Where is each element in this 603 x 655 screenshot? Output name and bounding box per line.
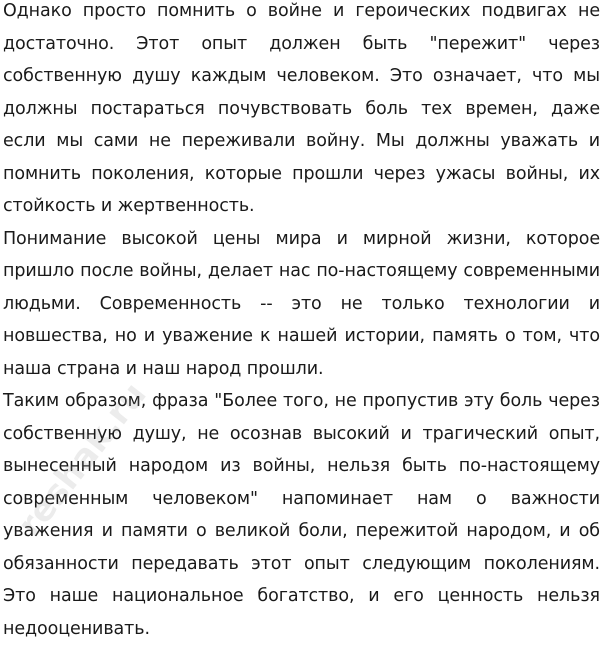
watermark-logo: reshak.ru	[10, 375, 155, 545]
paragraph-1: Однако просто помнить о войне и героических подвигах не достаточно. Этот опыт должен быть "пережит" через собственную душу каждым человеком. Это означает, что мы должны постараться почувствовать боль тех времен, даже если мы сами не переживали войну. Мы должны уважать и помнить поколения, которые прошли через ужасы войны, их стойкость и жертвенность.	[3, 1, 600, 216]
document-body	[3, 0, 600, 645]
paragraph-2: Понимание высокой цены мира и мирной жизни, которое пришло после войны, делает нас по-настоящему современными людьми. Современность -- это не только технологии и новшества, но и уважение к нашей истории, память о том, что наша страна и наш народ прошли.	[3, 228, 600, 379]
paragraph-3: Таким образом, фраза "Более того, не пропустив эту боль через собственную душу, не осознав высокий и трагический опыт, вынесенный народом из войны, нельзя быть по-настоящему современным человеком" напоминает нам о важности уважения и памяти о великой боли, пережитой народом, и об обязанности передавать этот опыт следующим поколениям. Это наше национальное богатство, и его ценность нельзя недооценивать.	[3, 391, 600, 639]
